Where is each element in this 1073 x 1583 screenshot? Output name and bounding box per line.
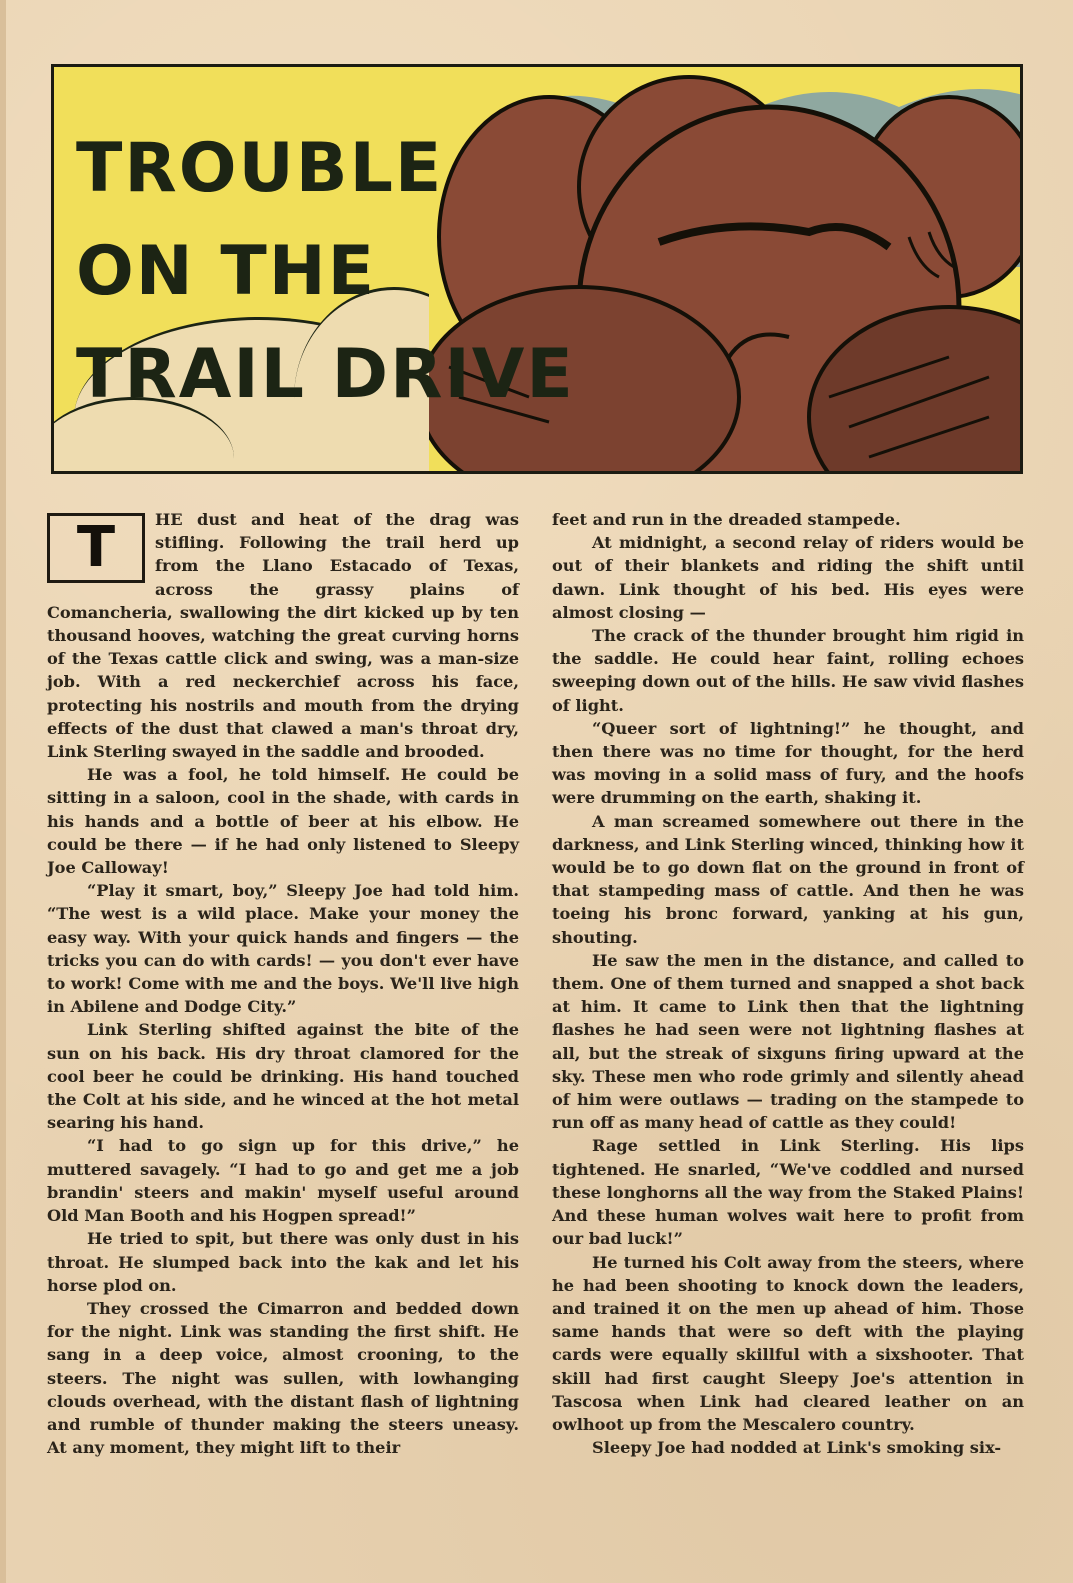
paragraph: Link Sterling shifted against the bite of the sun on his back. His dry throat clamored for the cool beer he could be drinking. His hand touched the Colt at his side, and he winced at the hot metal searing his hand. bbox=[47, 1020, 519, 1133]
drop-cap: T bbox=[47, 513, 145, 583]
paragraph: “Queer sort of lightning!” he thought, and then there was no time for thought, for the herd was moving in a solid mass of fury, and the hoofs were drumming on the earth, shaking it. bbox=[552, 718, 1024, 808]
paragraph: They crossed the Cimarron and bedded down for the night. Link was standing the first shift. He sang in a deep voice, almost crooning, to the steers. The night was sullen, with lowhanging clouds overhead, with the distant flash of lightning and rumble of thunder making the steers uneasy. At any moment, they might lift to their bbox=[47, 1298, 519, 1458]
paragraph: feet and run in the dreaded stampede. bbox=[552, 510, 901, 529]
paragraph: A man screamed somewhere out there in the darkness, and Link Sterling winced, thinking how it would be to go down flat on the ground in front of that stampeding mass of cattle. And then he was toeing his bronc forward, yanking at his gun, shouting. bbox=[552, 811, 1024, 947]
title-line-3: TRAIL DRIVE bbox=[76, 335, 575, 414]
paragraph: At midnight, a second relay of riders would be out of their blankets and riding the shift until dawn. Link thought of his bed. His eyes were almost closing — bbox=[552, 533, 1024, 622]
paragraph: “I had to go sign up for this drive,” he muttered savagely. “I had to go and get me a job brandin' steers and makin' myself useful around Old Man Booth and his Hogpen spread!” bbox=[47, 1136, 519, 1226]
page-edge bbox=[0, 0, 6, 1583]
left-column bbox=[47, 508, 519, 1459]
title-line-1: TROUBLE bbox=[76, 129, 444, 208]
paragraph: He turned his Colt away from the steers, where he had been shooting to knock down the leaders, and trained it on the men up ahead of him. Those same hands that were so deft with the playing cards were equally skillful with a sixshooter. That skill had first caught Sleepy Joe's attention in Tascosa when Link had cleared leather on an owlhoot up from the Mescalero country. bbox=[552, 1252, 1024, 1434]
paragraph: The crack of the thunder brought him rigid in the saddle. He could hear faint, rolling echoes sweeping down out of the hills. He saw vivid flashes of light. bbox=[552, 626, 1024, 715]
paragraph: “Play it smart, boy,” Sleepy Joe had told him. “The west is a wild place. Make your money the easy way. With your quick hands and fingers — the tricks you can do with cards! — you don't ever have to work! Come with me and the boys. We'll live high in Abilene and Dodge City.” bbox=[47, 881, 519, 1017]
paragraph: He was a fool, he told himself. He could be sitting in a saloon, cool in the shade, with cards in his hands and a bottle of beer at his elbow. He could be there — if he had only listened to Sleepy Joe Calloway! bbox=[47, 765, 519, 878]
title-line-2: ON THE bbox=[76, 232, 377, 311]
paragraph: HE dust and heat of the drag was stifling. Following the trail herd up from the Llano Estacado of Texas, across the grassy plains of Comancheria, swallowing the dirt kicked up by ten thousand hooves, watching the great curving horns of the Texas cattle click and swing, was a man-size job. With a red neckerchief across his face, protecting his nostrils and mouth from the drying effects of the dust that clawed a man's throat dry, Link Sterling swayed in the saddle and brooded. bbox=[47, 510, 519, 762]
paragraph: He saw the men in the distance, and called to them. One of them turned and snapped a shot back at him. It came to Link then that the lightning flashes he had seen were not lightning flashes at all, but the streak of sixguns firing upward at the sky. These men who rode grimly and silently ahead of him were outlaws — trading on the stampede to run off as many head of cattle as they could! bbox=[552, 950, 1024, 1133]
paragraph: He tried to spit, but there was only dust in his throat. He slumped back into the kak and let his horse plod on. bbox=[47, 1229, 519, 1295]
right-column bbox=[552, 508, 1024, 1459]
paragraph: Sleepy Joe had nodded at Link's smoking six- bbox=[592, 1438, 1002, 1458]
paragraph: Rage settled in Link Sterling. His lips tightened. He snarled, “We've coddled and nursed these longhorns all the way from the Staked Plains! And these human wolves wait here to profit from our bad luck!” bbox=[552, 1136, 1024, 1249]
story-title bbox=[76, 117, 575, 426]
title-panel bbox=[51, 64, 1023, 474]
